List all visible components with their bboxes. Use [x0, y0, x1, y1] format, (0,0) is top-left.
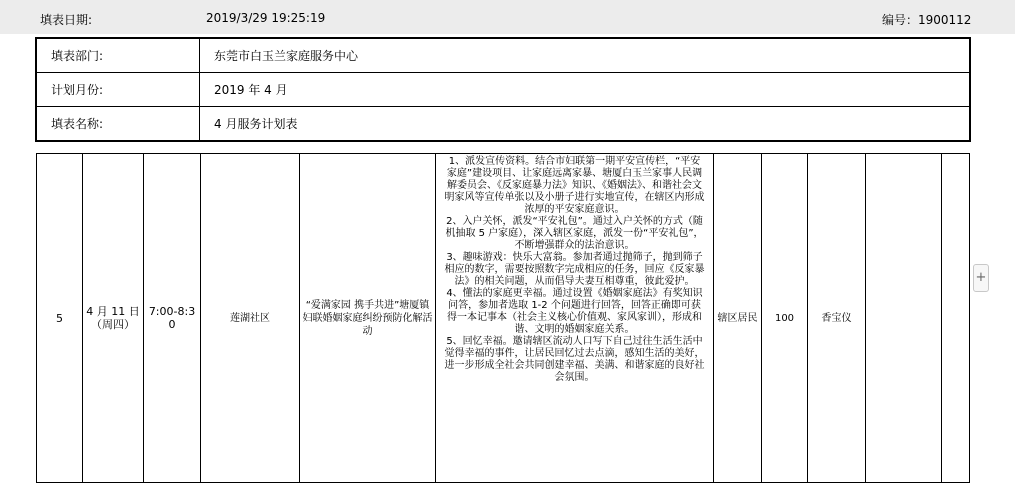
plan-month-label: 计划月份: — [36, 73, 200, 107]
info-row-department — [36, 38, 970, 73]
row-index: 5 — [37, 154, 83, 483]
add-column-button[interactable]: + — [973, 264, 989, 292]
plan-month-value: 2019 年 4 月 — [200, 73, 971, 107]
form-name-label: 填表名称: — [36, 107, 200, 142]
fill-date-value: 2019/3/29 19:25:19 — [206, 11, 326, 25]
participant-count: 100 — [762, 154, 808, 483]
activity-date: 4 月 11 日 （周四） — [83, 154, 144, 483]
info-table — [35, 37, 971, 142]
table-row — [37, 154, 970, 483]
target-group: 辖区居民 — [714, 154, 762, 483]
department-label: 填表部门: — [36, 38, 200, 73]
activity-theme: “爱满家园 携手共进”塘厦镇妇联婚姻家庭纠纷预防化解活动 — [300, 154, 436, 483]
info-row-form-name — [36, 107, 970, 142]
activity-content: 1、派发宣传资料。结合市妇联第一期平安宣传栏，“平安家庭”建设项目、让家庭远离家暴、塘厦白玉兰家事人民调解委员会、《反家庭暴力法》知识、《婚姻法》、和谐社会文明家风等宣传单张以及小册子进行实地宣传，在辖区内形成浓厚的平安家庭意识。 2、入户关怀，派发“平安礼包”。通过入户关怀的方式（随机抽取 5 户家庭），深入辖区家庭，派发一份“平安礼包”，不断增强群众的法治意识。 3、趣味游戏：快乐大富翁。参加者通过抛筛子，抛到筛子相应的数字，需要按照数字完成相应的任务，回应《反家暴法》的相关问题，从而倡导夫妻互相尊重，彼此爱护。 4、懂法的家庭更幸福。通过设置《婚姻家庭法》有奖知识问答，参加者选取 1-2 个问题进行回答，回答正确即可获得一本记事本（社会主义核心价值观、家风家训），形成和谐、文明的婚姻家庭关系。 5、回忆幸福。邀请辖区流动人口写下自己过往生活生活中觉得幸福的事件，让居民回忆过去点滴，感知生活的美好，进一步形成全社会共同创建幸福、美满、和谐家庭的良好社会氛围。 — [436, 154, 714, 483]
form-name-value: 4 月服务计划表 — [200, 107, 971, 142]
plan-table — [36, 153, 970, 483]
fill-date-label: 填表日期: — [40, 13, 93, 27]
empty-cell — [942, 154, 970, 483]
info-row-month — [36, 73, 970, 107]
activity-time: 7:00-8:3 0 — [144, 154, 201, 483]
empty-cell — [866, 154, 942, 483]
activity-location: 莲湖社区 — [201, 154, 300, 483]
department-value: 东莞市白玉兰家庭服务中心 — [200, 38, 971, 73]
form-header-bar — [0, 0, 1015, 34]
form-number: 编号：1900112 — [882, 13, 972, 27]
responsible-person: 香宝仪 — [808, 154, 866, 483]
